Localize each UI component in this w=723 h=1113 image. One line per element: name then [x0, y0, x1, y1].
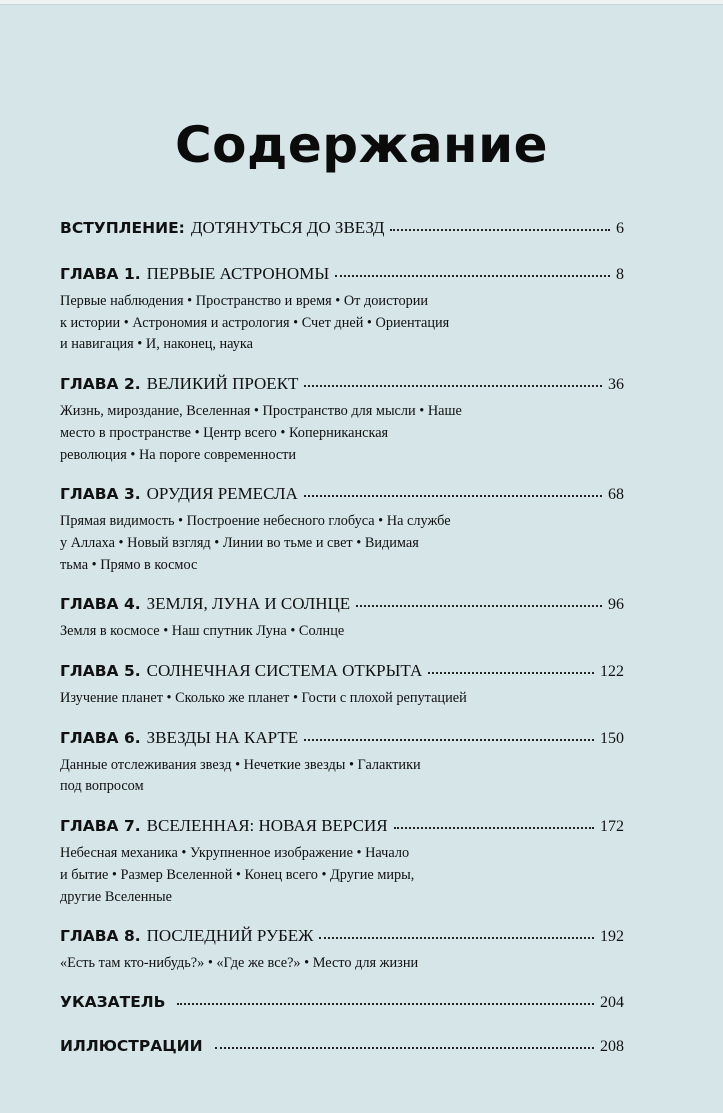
subtopics [60, 688, 624, 710]
dot-leader [304, 384, 602, 387]
subtopic-line: под вопросом [60, 778, 144, 795]
toc-label: ВСТУПЛЕНИЕ: [60, 219, 185, 237]
subtopic-line: революция • На пороге современности [60, 446, 297, 463]
toc-heading-line[interactable] [60, 926, 624, 952]
toc-heading: ПОСЛЕДНИЙ РУБЕЖ [146, 926, 314, 946]
subtopic-line: другие Вселенные [60, 888, 172, 905]
toc-heading-line[interactable] [60, 484, 624, 510]
toc-label: ГЛАВА 8. [60, 927, 141, 946]
page-number: 36 [608, 376, 624, 394]
subtopic-line: место в пространстве • Центр всего • Коперниканская [60, 424, 389, 441]
toc-heading: ЗЕМЛЯ, ЛУНА И СОЛНЦЕ [146, 594, 351, 614]
subtopics [60, 291, 624, 356]
dot-leader [356, 604, 602, 607]
page-number: 204 [600, 993, 624, 1011]
top-edge [0, 0, 723, 5]
page-number: 8 [616, 266, 624, 283]
subtopic-line: Небесная механика • Укрупненное изображение • Начало [60, 845, 410, 862]
dot-leader [215, 1046, 594, 1049]
toc-entry[interactable] [60, 926, 624, 975]
subtopics [60, 621, 624, 643]
dot-leader [390, 228, 610, 231]
toc-label: ГЛАВА 1. [60, 265, 141, 283]
toc-heading-line[interactable] [60, 1037, 624, 1063]
toc-entry[interactable] [60, 661, 624, 710]
subtopic-line: Земля в космосе • Наш спутник Луна • Солнце [60, 623, 345, 640]
toc-entry[interactable] [60, 484, 624, 576]
subtopic-line: Прямая видимость • Построение небесного глобуса • На службе [60, 513, 451, 530]
dot-leader [304, 494, 602, 497]
subtopics [60, 511, 624, 576]
subtopic-line: Первые наблюдения • Пространство и время • От доистории [60, 293, 429, 309]
toc-heading: ОРУДИЯ РЕМЕСЛА [146, 484, 298, 504]
subtopic-line: Данные отслеживания звезд • Нечеткие звезды • Галактики [60, 756, 421, 773]
page-number: 150 [600, 729, 624, 747]
page-number: 122 [600, 663, 624, 681]
dot-leader [335, 274, 610, 277]
toc-entry[interactable] [60, 993, 624, 1019]
page-number: 68 [608, 486, 624, 504]
toc-heading: ПЕРВЫЕ АСТРОНОМЫ [146, 264, 330, 283]
toc-entry[interactable] [60, 816, 624, 908]
dot-leader [428, 671, 594, 674]
page-number: 208 [600, 1037, 624, 1055]
subtopic-line: тьма • Прямо в космос [60, 556, 198, 573]
toc-entry[interactable] [60, 218, 624, 244]
toc-label: ИЛЛЮСТРАЦИИ [60, 1036, 203, 1055]
toc-heading-line[interactable] [60, 816, 624, 842]
toc-heading-line[interactable] [60, 374, 624, 400]
subtopic-line: «Есть там кто-нибудь?» • «Где же все?» • Место для жизни [60, 955, 419, 972]
subtopic-line: Изучение планет • Сколько же планет • Гости с плохой репутацией [60, 690, 467, 707]
subtopics [60, 953, 624, 975]
page-title: Содержание [174, 116, 549, 174]
toc-label: ГЛАВА 7. [60, 817, 141, 836]
page-number: 192 [600, 928, 624, 946]
toc-heading-line[interactable] [60, 218, 624, 244]
toc-heading-line[interactable] [60, 661, 624, 687]
toc-heading: ВСЕЛЕННАЯ: НОВАЯ ВЕРСИЯ [146, 816, 388, 836]
toc-label: ГЛАВА 5. [60, 662, 141, 681]
toc-heading-line[interactable] [60, 264, 624, 290]
subtopic-line: и бытие • Размер Вселенной • Конец всего • Другие миры, [60, 866, 415, 883]
toc-heading: ВЕЛИКИЙ ПРОЕКТ [146, 374, 299, 394]
toc-entry[interactable] [60, 374, 624, 466]
toc-label: ГЛАВА 2. [60, 375, 141, 394]
toc-heading: СОЛНЕЧНАЯ СИСТЕМА ОТКРЫТА [146, 661, 423, 681]
toc-entry[interactable] [60, 728, 624, 798]
subtopics [60, 401, 624, 466]
subtopics [60, 843, 624, 908]
dot-leader [304, 738, 594, 741]
toc-label: УКАЗАТЕЛЬ [60, 992, 166, 1011]
table-of-contents [60, 218, 624, 1063]
page-number: 172 [600, 818, 624, 836]
toc-heading-line[interactable] [60, 993, 624, 1019]
subtopic-line: у Аллаха • Новый взгляд • Линии во тьме и свет • Видимая [60, 534, 419, 551]
page-number: 6 [616, 220, 624, 237]
subtopic-line: Жизнь, мироздание, Вселенная • Пространство для мысли • Наше [60, 403, 462, 420]
toc-label: ГЛАВА 4. [60, 595, 141, 614]
page-number: 96 [608, 596, 624, 614]
subtopic-line: и навигация • И, наконец, наука [60, 336, 253, 353]
toc-label: ГЛАВА 6. [60, 728, 141, 747]
dot-leader [319, 936, 594, 939]
toc-heading: ДОТЯНУТЬСЯ ДО ЗВЕЗД [190, 218, 385, 237]
dot-leader [394, 826, 594, 829]
toc-heading-line[interactable] [60, 728, 624, 754]
toc-heading: ЗВЕЗДЫ НА КАРТЕ [146, 727, 299, 747]
dot-leader [177, 1002, 594, 1005]
toc-entry[interactable] [60, 594, 624, 643]
subtopic-line: к истории • Астрономия и астрология • Счет дней • Ориентация [60, 314, 450, 331]
toc-label: ГЛАВА 3. [60, 485, 141, 504]
subtopics [60, 755, 624, 798]
toc-heading-line[interactable] [60, 594, 624, 620]
toc-entry[interactable] [60, 1037, 624, 1063]
toc-entry[interactable] [60, 264, 624, 356]
